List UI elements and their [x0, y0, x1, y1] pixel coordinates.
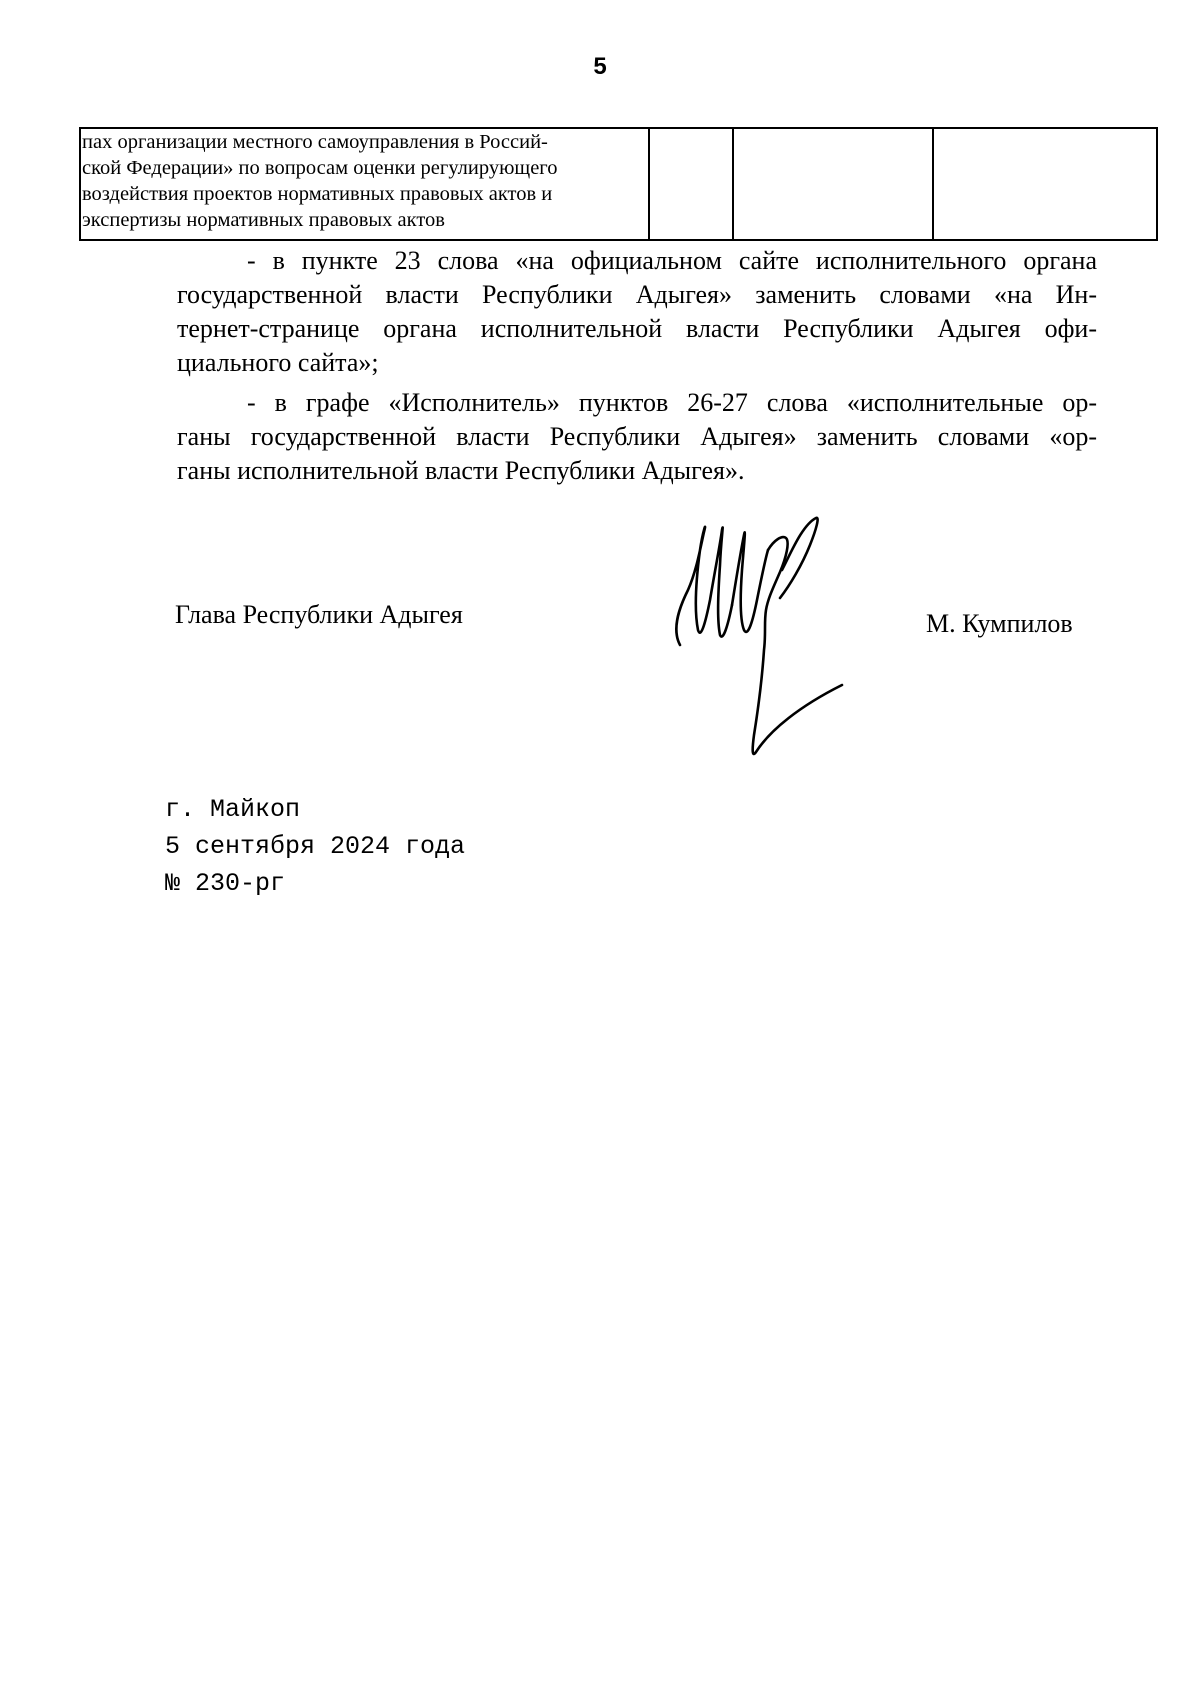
page-number: 5 — [593, 53, 607, 80]
text-line: циального сайта»; — [177, 348, 379, 377]
text-line: ганы государственной власти Республики Адыгея» заменить словами «ор- — [177, 422, 1097, 451]
table-cell-empty — [733, 128, 933, 240]
text-line: - в пункте 23 слова «на официальном сайте исполнительного органа — [247, 246, 1097, 275]
table-cell-line: ской Федерации» по вопросам оценки регулирующего — [82, 157, 558, 179]
date-line: 5 сентября 2024 года — [165, 832, 466, 861]
city-line: г. Майкоп — [165, 795, 301, 824]
text-line: ганы исполнительной власти Республики Адыгея». — [177, 456, 745, 485]
text-line: тернет-странице органа исполнительной власти Республики Адыгея офи- — [177, 314, 1097, 343]
document-footer — [165, 791, 465, 902]
text-line: - в графе «Исполнитель» пунктов 26-27 слова «исполнительные ор- — [247, 388, 1097, 417]
document-number-line: № 230-рг — [165, 869, 286, 898]
handwritten-signature — [670, 510, 870, 780]
signatory-name: М. Кумпилов — [926, 609, 1073, 638]
table-cell-line: экспертизы нормативных правовых актов — [82, 209, 445, 231]
table-cell-text — [80, 128, 649, 240]
body-text — [177, 244, 1097, 494]
table-cell-empty — [933, 128, 1157, 240]
paragraph-item-23 — [177, 244, 1097, 380]
table-cell-line: воздействия проектов нормативных правовых актов и — [82, 183, 553, 205]
table-cell-line: пах организации местного самоуправления в Россий- — [82, 131, 548, 153]
continuation-table — [79, 127, 1158, 241]
text-line: государственной власти Республики Адыгея» заменить словами «на Ин- — [177, 280, 1097, 309]
paragraph-executor-column — [177, 386, 1097, 488]
signatory-title: Глава Республики Адыгея — [175, 600, 463, 629]
table-row — [80, 128, 1157, 240]
table-cell-empty — [649, 128, 733, 240]
